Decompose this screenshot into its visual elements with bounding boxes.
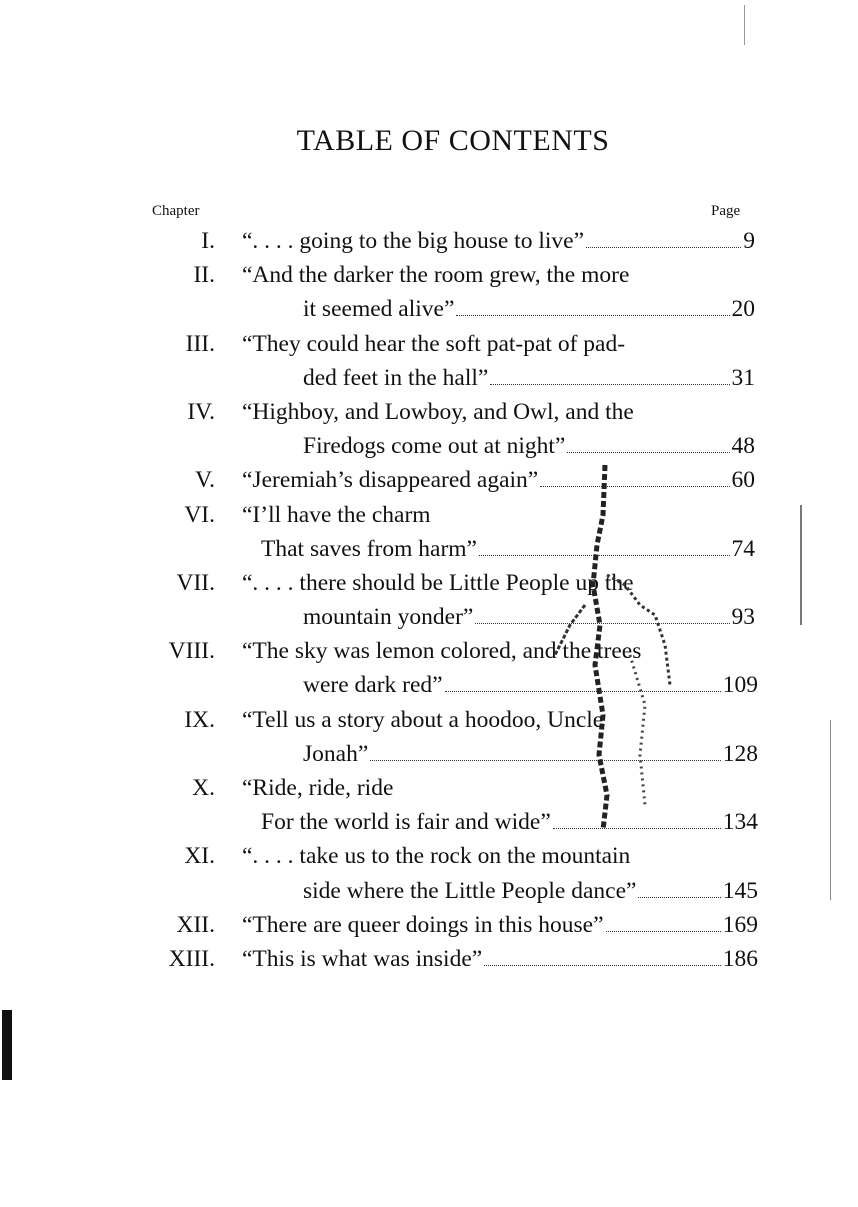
page-number: 9 (743, 228, 755, 254)
entry-leader-line (303, 874, 758, 908)
chapter-numeral: III. (185, 330, 215, 357)
chapter-numeral: II. (193, 262, 215, 289)
chapter-title-text: “. . . . going to the big house to live” (242, 228, 585, 254)
toc-line (0, 498, 858, 532)
page-number: 128 (722, 740, 758, 767)
toc-line (0, 908, 858, 942)
page-number: 134 (722, 809, 758, 836)
dot-leader (484, 965, 721, 966)
dot-leader (490, 384, 729, 385)
dot-leader (445, 691, 721, 692)
toc-entry (0, 395, 858, 463)
page-column-header: Page (711, 203, 741, 219)
chapter-title-text: “Highboy, and Lowboy, and Owl, and the (242, 398, 634, 425)
toc-line (0, 224, 858, 258)
dot-leader (553, 828, 721, 829)
scan-edge-mark (2, 1010, 12, 1080)
dot-leader (479, 555, 730, 556)
page-number: 169 (722, 911, 758, 938)
page-number: 93 (731, 604, 755, 631)
toc-line (0, 463, 858, 497)
entry-leader-line (303, 668, 758, 702)
page-number: 109 (722, 672, 758, 699)
toc-line (0, 839, 858, 873)
chapter-title-text: ded feet in the hall” (303, 364, 489, 391)
chapter-title-text: it seemed alive” (303, 296, 455, 323)
toc-line (0, 429, 858, 463)
toc-line (0, 805, 858, 839)
toc-line (0, 327, 858, 361)
chapter-title-text: “They could hear the soft pat-pat of pad- (242, 330, 626, 357)
table-of-contents (0, 224, 858, 976)
toc-entry (0, 327, 858, 395)
toc-line (0, 874, 858, 908)
chapter-numeral: VII. (176, 569, 215, 596)
dot-leader (586, 247, 741, 248)
chapter-numeral: VI. (184, 501, 215, 528)
toc-entry (0, 839, 858, 907)
chapter-title-text: Firedogs come out at night” (303, 433, 566, 460)
toc-entry (0, 771, 858, 839)
entry-leader-line (261, 532, 755, 566)
chapter-title-text: “This is what was inside” (242, 945, 483, 972)
chapter-title-text: were dark red” (303, 672, 443, 699)
toc-entry (0, 258, 858, 326)
chapter-numeral: XII. (176, 911, 215, 938)
toc-entry (0, 463, 858, 497)
chapter-title-text: That saves from harm” (261, 535, 477, 562)
chapter-title-text: Jonah” (303, 740, 369, 767)
entry-leader-line (242, 908, 758, 942)
dot-leader (370, 760, 720, 761)
entry-leader-line (303, 737, 758, 771)
chapter-title-text: “Jeremiah’s disappeared again” (242, 467, 539, 494)
entry-leader-line (242, 224, 755, 258)
entry-leader-line (303, 361, 755, 395)
toc-entry (0, 566, 858, 634)
toc-line (0, 566, 858, 600)
chapter-numeral: XIII. (168, 945, 215, 972)
toc-line (0, 532, 858, 566)
chapter-numeral: VIII. (168, 638, 215, 665)
chapter-title-text: mountain yonder” (303, 604, 474, 631)
chapter-title-text: “The sky was lemon colored, and the trees (242, 638, 642, 665)
page-title: TABLE OF CONTENTS (296, 124, 610, 157)
chapter-title-text: side where the Little People dance” (303, 877, 637, 904)
page-number: 145 (722, 877, 758, 904)
toc-entry (0, 942, 858, 976)
toc-line (0, 361, 858, 395)
toc-line (0, 634, 858, 668)
page-number: 20 (731, 296, 755, 323)
page-number: 48 (731, 433, 755, 460)
entry-leader-line (242, 942, 758, 976)
chapter-column-header: Chapter (152, 203, 200, 219)
toc-entry (0, 703, 858, 771)
dot-leader (475, 623, 729, 624)
entry-leader-line (261, 805, 758, 839)
toc-line (0, 258, 858, 292)
toc-entry (0, 634, 858, 702)
toc-line (0, 942, 858, 976)
toc-entry (0, 224, 858, 258)
dot-leader (567, 452, 729, 453)
chapter-title-text: “There are queer doings in this house” (242, 911, 604, 938)
toc-line (0, 600, 858, 634)
page-number: 186 (722, 945, 758, 972)
chapter-title-text: “I’ll have the charm (242, 501, 431, 528)
chapter-title-text: “. . . . take us to the rock on the mountain (242, 843, 631, 870)
dot-leader (456, 315, 729, 316)
toc-line (0, 737, 858, 771)
chapter-numeral: IV. (187, 398, 215, 425)
chapter-title-text: “Tell us a story about a hoodoo, Uncle (242, 706, 604, 733)
chapter-numeral: IX. (184, 706, 215, 733)
chapter-numeral: V. (195, 467, 215, 494)
toc-entry (0, 908, 858, 942)
toc-line (0, 771, 858, 805)
toc-entry (0, 498, 858, 566)
page-number: 60 (731, 467, 755, 494)
scan-edge-mark (830, 720, 831, 900)
scan-edge-mark (744, 5, 745, 45)
toc-line (0, 668, 858, 702)
entry-leader-line (303, 600, 755, 634)
chapter-title-text: For the world is fair and wide” (261, 809, 551, 836)
page-number: 31 (731, 364, 755, 391)
toc-line (0, 395, 858, 429)
chapter-title-text: “. . . . there should be Little People up the (242, 569, 634, 596)
dot-leader (638, 897, 720, 898)
chapter-title-text: “And the darker the room grew, the more (242, 262, 630, 289)
toc-line (0, 292, 858, 326)
entry-leader-line (303, 429, 755, 463)
chapter-numeral: I. (201, 228, 215, 254)
scan-edge-mark (800, 505, 802, 625)
chapter-numeral: XI. (184, 843, 215, 870)
page-number: 74 (731, 535, 755, 562)
toc-line (0, 703, 858, 737)
entry-leader-line (303, 292, 755, 326)
dot-leader (540, 486, 729, 487)
chapter-numeral: X. (192, 775, 215, 801)
dot-leader (606, 931, 721, 932)
chapter-title-text: “Ride, ride, ride (242, 775, 394, 801)
entry-leader-line (242, 463, 755, 497)
